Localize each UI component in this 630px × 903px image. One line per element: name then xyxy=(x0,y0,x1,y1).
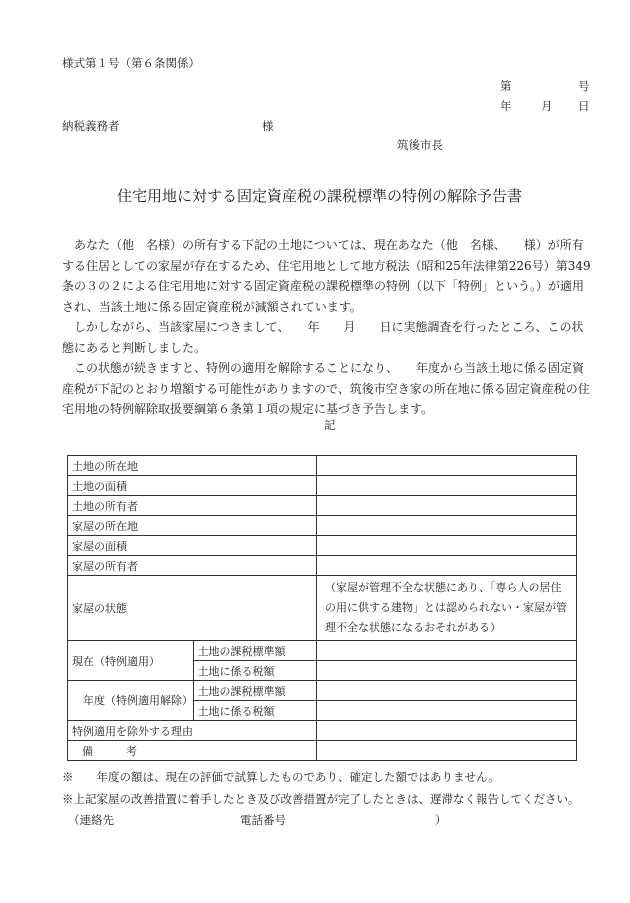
table-row xyxy=(68,536,577,556)
paragraph-notice: この状態が続きますと、特例の適用を解除することになり、 年度から当該土地に係る固定資産税が下記のとおり増額する可能性がありますので、筑後市空き家の所在地に係る固定資産税の住宅用地の特例解除取扱要綱第６条第１項の規定に基づき予告します。 xyxy=(62,361,590,416)
date-year: 年 xyxy=(500,99,512,113)
after-tax-amount-value xyxy=(317,701,577,721)
land-location-label: 土地の所在地 xyxy=(68,456,317,476)
remarks-label: 備 考 xyxy=(68,741,317,761)
issuer: 筑後市長 xyxy=(397,138,443,152)
footnote-estimate: ※ 年度の額は、現在の評価で試算したものであり、確定した額ではありません。 xyxy=(62,770,500,784)
body-text xyxy=(62,235,592,420)
house-area-label: 家屋の面積 xyxy=(68,536,317,556)
recipient-honorific: 様 xyxy=(262,119,274,133)
house-location-value xyxy=(317,516,577,536)
current-tax-base-value xyxy=(317,641,577,661)
current-tax-amount-value xyxy=(317,661,577,681)
ki-heading: 記 xyxy=(324,418,336,432)
house-area-value xyxy=(317,536,577,556)
paragraph-current-status: あなた（他 名様）の所有する下記の土地については、現在あなた（他 名様、 様）が所有する住居としての家屋が存在するため、住宅用地として地方税法（昭和25年法律第226号）第349条の３の２による住宅用地に対する固定資産税の課税標準の特例（以下「特例」という。）が適用され、当該土地に係る固定資産税が減額されています。 xyxy=(62,238,591,314)
after-tax-base-label: 土地の課税標準額 xyxy=(193,681,316,701)
phone-label: 電話番号 xyxy=(240,813,286,827)
house-owner-value xyxy=(317,556,577,576)
house-state-note: （家屋が管理不全な状態にあり、「専ら人の居住の用に供する建物」とは認められない・家屋が管理不全な状態になるおそれがある） xyxy=(317,576,577,641)
land-location-value xyxy=(317,456,577,476)
document-title: 住宅用地に対する固定資産税の課税標準の特例の解除予告書 xyxy=(117,187,523,205)
house-location-label: 家屋の所在地 xyxy=(68,516,317,536)
after-tax-amount-label: 土地に係る税額 xyxy=(193,701,316,721)
table-row xyxy=(68,641,577,661)
table-row xyxy=(68,496,577,516)
current-tax-amount-label: 土地に係る税額 xyxy=(193,661,316,681)
land-owner-value xyxy=(317,496,577,516)
land-area-label: 土地の面積 xyxy=(68,476,317,496)
document-number-prefix: 第 xyxy=(500,79,512,93)
after-removal-period-label: 年度（特例適用解除） xyxy=(68,681,194,721)
table-row xyxy=(68,576,577,641)
document-number-suffix: 号 xyxy=(578,79,590,93)
property-table xyxy=(67,455,577,761)
land-area-value xyxy=(317,476,577,496)
current-tax-base-label: 土地の課税標準額 xyxy=(193,641,316,661)
exclusion-reason-label: 特例適用を除外する理由 xyxy=(68,721,317,741)
after-tax-base-value xyxy=(317,681,577,701)
recipient-label: 納税義務者 xyxy=(62,119,120,133)
contact-open: （連絡先 xyxy=(68,813,114,827)
footnote-report: ※上記家屋の改善措置に着手したとき及び改善措置が完了したときは、遅滞なく報告してください。 xyxy=(62,792,580,806)
table-row xyxy=(68,516,577,536)
table-row xyxy=(68,741,577,761)
contact-close: ） xyxy=(435,813,447,827)
current-period-label: 現在（特例適用） xyxy=(68,641,194,681)
table-row xyxy=(68,456,577,476)
form-number: 様式第１号（第６条関係） xyxy=(62,56,200,70)
date-month: 月 xyxy=(541,99,553,113)
house-owner-label: 家屋の所有者 xyxy=(68,556,317,576)
paragraph-inspection: しかしながら、当該家屋につきまして、 年 月 日に実態調査を行ったところ、この状態にあると判断しました。 xyxy=(62,320,584,355)
table-row xyxy=(68,556,577,576)
table-row xyxy=(68,476,577,496)
land-owner-label: 土地の所有者 xyxy=(68,496,317,516)
exclusion-reason-value xyxy=(317,721,577,741)
table-row xyxy=(68,721,577,741)
date-day: 日 xyxy=(578,99,590,113)
remarks-value xyxy=(317,741,577,761)
table-row xyxy=(68,681,577,701)
house-state-label: 家屋の状態 xyxy=(68,576,317,641)
